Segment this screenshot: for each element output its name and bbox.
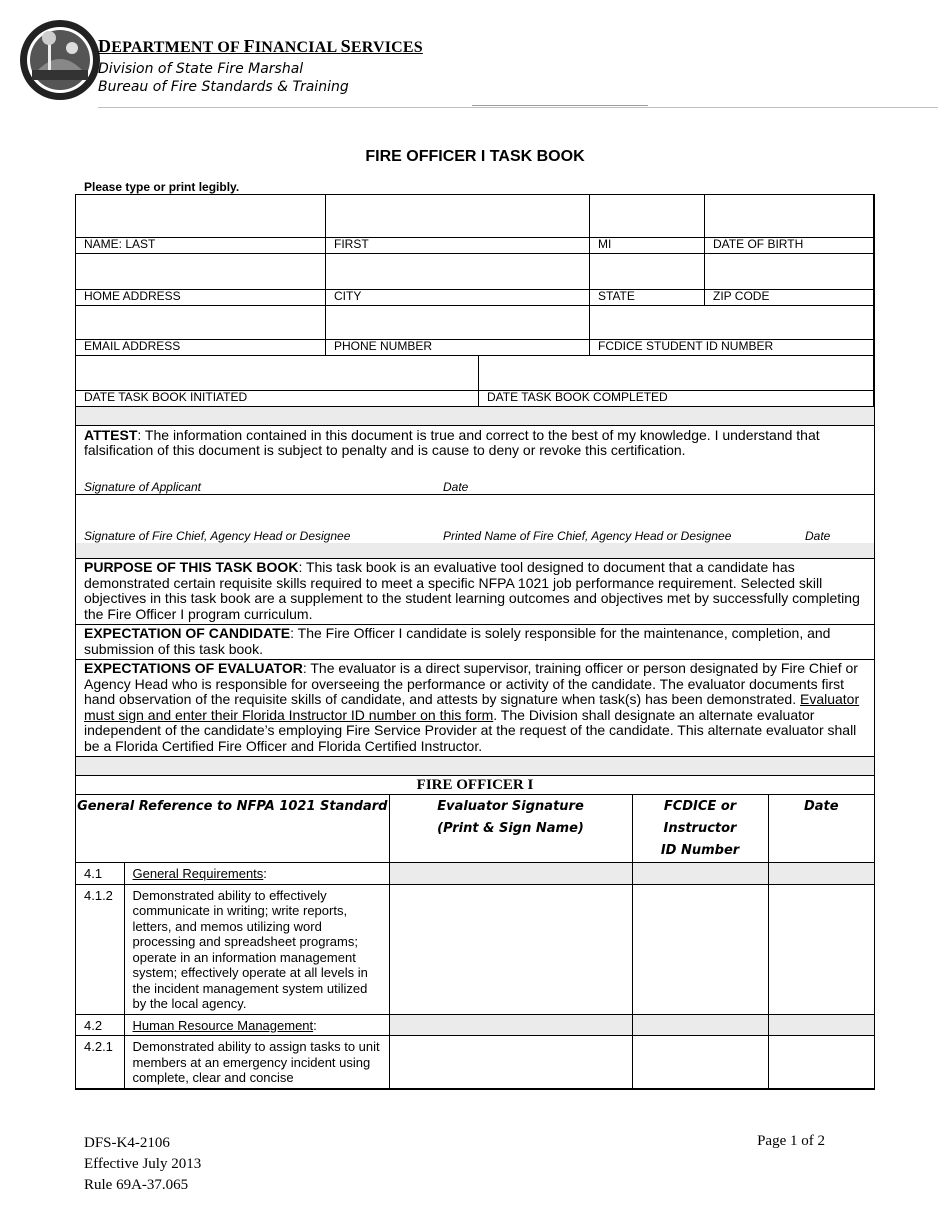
purpose-text: PURPOSE OF THIS TASK BOOK: This task book is an evaluative tool designed to document that a candidate has demonstrated certain requisite skills required to meet a specific NFPA 1021 job performance requirement. Selected skill objectives in this task book are a supplement to the student learning outcomes and objectives met by successfully completing the Fire Officer I program curriculum. (84, 559, 860, 622)
dates-row-label-strip (76, 390, 874, 406)
evaluator-signature-cell[interactable] (389, 884, 632, 1014)
date-cell[interactable] (768, 884, 874, 1014)
task-table-section (76, 776, 874, 1089)
section-title: FIRE OFFICER I (416, 777, 534, 793)
evaluator-expectation-section (76, 660, 874, 757)
row-description: General Requirements: (124, 863, 389, 885)
dates-row (76, 356, 874, 407)
name-row (76, 195, 874, 254)
date-cell[interactable] (768, 1036, 874, 1089)
instructor-id-cell[interactable] (632, 884, 768, 1014)
department-name: DEPARTMENT OF FINANCIAL SERVICES (98, 36, 423, 56)
instructor-id-cell (632, 1014, 768, 1036)
row-number: 4.2 (76, 1014, 124, 1036)
rule-number: Rule 69A-37.065 (84, 1177, 189, 1193)
header-divider-accent (472, 105, 648, 106)
spacer-band (76, 543, 874, 558)
col-header-instructor-id: FCDICE or Instructor ID Number (632, 795, 768, 863)
candidate-expectation-text: EXPECTATION OF CANDIDATE: The Fire Officer I candidate is solely responsible for the maintenance, completion, and submission of this task book. (84, 625, 831, 657)
state-field[interactable]: STATE (590, 254, 705, 305)
middle-initial-field[interactable]: MI (590, 195, 705, 253)
applicant-signature-line[interactable]: Signature of Applicant Date (76, 478, 874, 495)
evaluator-signature-cell[interactable] (389, 1036, 632, 1089)
col-header-evaluator: Evaluator Signature (Print & Sign Name) (389, 795, 632, 863)
instructor-id-cell[interactable] (632, 1036, 768, 1089)
evaluator-signature-cell (389, 863, 632, 885)
col-header-date: Date (768, 795, 874, 863)
effective-date: Effective July 2013 (84, 1156, 202, 1172)
table-row (76, 1014, 874, 1036)
row-number: 4.1 (76, 863, 124, 885)
applicant-form (75, 194, 875, 1090)
date-initiated-field[interactable]: DATE TASK BOOK INITIATED (76, 356, 479, 406)
row-number: 4.2.1 (76, 1036, 124, 1089)
spacer-row-2 (76, 757, 874, 776)
instruction-text: Please type or print legibly. (84, 180, 240, 194)
address-row-label-strip (76, 289, 874, 305)
table-header-row (76, 795, 874, 863)
division-name: Division of State Fire Marshal (98, 61, 304, 77)
header-divider (98, 107, 938, 108)
contact-row (76, 306, 874, 356)
purpose-section (76, 559, 874, 625)
evaluator-signature-cell (389, 1014, 632, 1036)
table-row (76, 1036, 874, 1089)
date-of-birth-field[interactable]: DATE OF BIRTH (705, 195, 874, 253)
row-description: Demonstrated ability to effectively communicate in writing; write reports, letters, and memos utilizing word processing and spreadsheet programs; operate in an information management system; effectively operate at all levels in the incident management system utilized by the local agency. (124, 884, 389, 1014)
city-field[interactable]: CITY (326, 254, 590, 305)
first-name-field[interactable]: FIRST (326, 195, 590, 253)
footer-form-info (84, 1133, 201, 1196)
form-number: DFS-K4-2106 (84, 1135, 170, 1151)
row-description: Demonstrated ability to assign tasks to unit members at an emergency incident using complete, clear and concise (124, 1036, 389, 1089)
date-cell (768, 863, 874, 885)
attest-section (76, 426, 874, 559)
date-completed-field[interactable]: DATE TASK BOOK COMPLETED (479, 356, 874, 406)
student-id-field[interactable]: FCDICE STUDENT ID NUMBER (590, 306, 874, 355)
phone-field[interactable]: PHONE NUMBER (326, 306, 590, 355)
email-field[interactable]: EMAIL ADDRESS (76, 306, 326, 355)
contact-row-label-strip (76, 339, 874, 355)
address-row (76, 254, 874, 306)
document-title: FIRE OFFICER I TASK BOOK (365, 148, 585, 165)
page-number: Page 1 of 2 (757, 1133, 825, 1149)
task-table (76, 794, 874, 1089)
zip-code-field[interactable]: ZIP CODE (705, 254, 874, 305)
row-description: Human Resource Management: (124, 1014, 389, 1036)
instructor-id-cell (632, 863, 768, 885)
florida-state-seal-icon (18, 18, 102, 102)
attest-text: ATTEST: The information contained in this document is true and correct to the best of my knowledge. I understand that falsification of this document is subject to penalty and is cause to deny or revoke this certification. (84, 427, 820, 458)
evaluator-expectation-text: EXPECTATIONS OF EVALUATOR: The evaluator is a direct supervisor, training officer or person designated by Fire Chief or Agency Head who is responsible for overseeing the performance or activity of the candidate. The evaluator documents first hand observation of the requisite skills of candidate, and attests by signature when task(s) has been demonstrated. Evaluator must sign and enter their Florida Instructor ID number on this form. The Division shall designate an alternate evaluator independent of the candidate’s employing Fire Service Provider at the request of the candidate. This alternate evaluator shall be a Florida Certified Fire Officer and Florida Certified Instructor. (84, 660, 860, 754)
bureau-name: Bureau of Fire Standards & Training (98, 79, 349, 95)
home-address-field[interactable]: HOME ADDRESS (76, 254, 326, 305)
table-row (76, 863, 874, 885)
name-row-label-strip (76, 237, 874, 253)
row-number: 4.1.2 (76, 884, 124, 1014)
spacer-row (76, 407, 874, 426)
date-cell (768, 1014, 874, 1036)
col-header-reference: General Reference to NFPA 1021 Standard (76, 795, 389, 863)
chief-signature-line[interactable]: Signature of Fire Chief, Agency Head or Designee Printed Name of Fire Chief, Agency Head or Designee Date (76, 527, 874, 544)
last-name-field[interactable]: NAME: LAST (76, 195, 326, 253)
division-block (98, 60, 349, 96)
table-row (76, 884, 874, 1014)
candidate-expectation-section (76, 625, 874, 660)
